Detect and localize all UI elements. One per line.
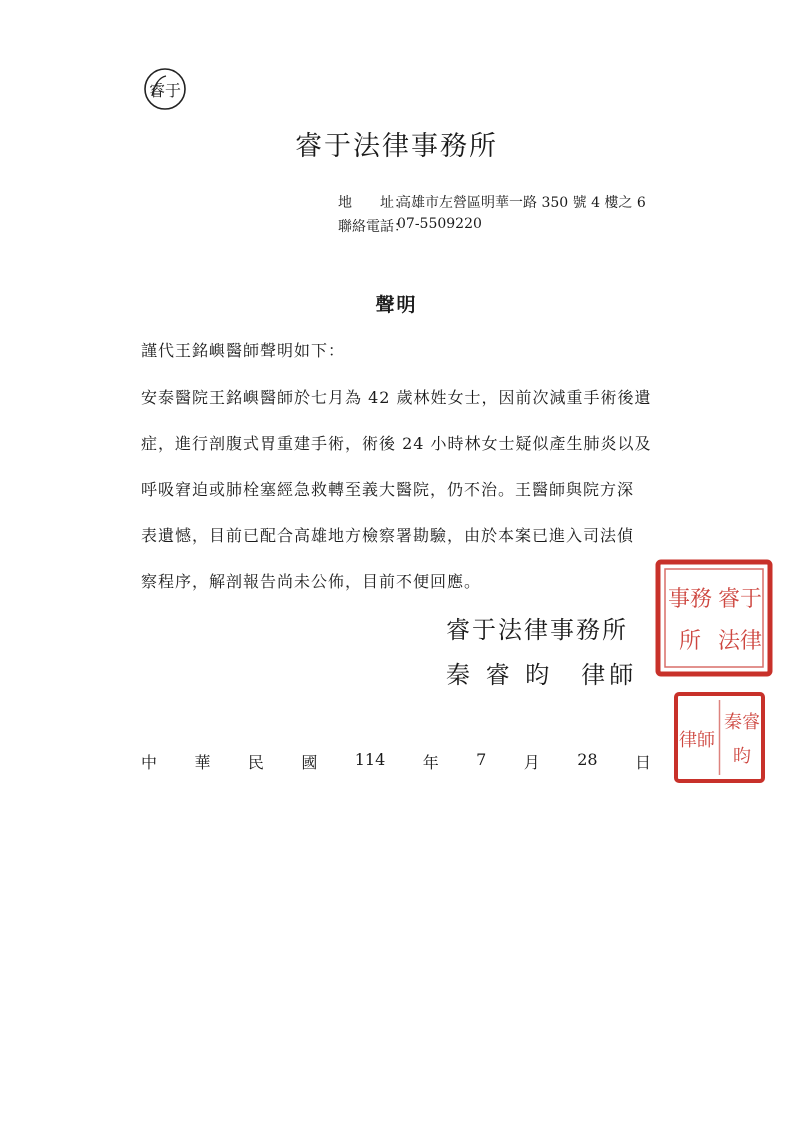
lawyer-seal-stamp (672, 690, 767, 785)
signature-lawyer: 秦 睿 昀 律師 (446, 661, 638, 689)
date-part: 月 (523, 753, 540, 772)
signature-firm: 睿于法律事務所 (446, 616, 628, 644)
date-year: 114 (354, 750, 386, 769)
statement-heading: 聲明 (375, 294, 418, 316)
phone-label: 聯絡電話： (338, 219, 408, 235)
date-part: 國 (301, 753, 318, 772)
date-part: 年 (422, 753, 439, 772)
statement-line: 安泰醫院王銘嶼醫師於七月為 42 歲林姓女士，因前次減重手術後遺 (141, 388, 652, 407)
seal-char: 秦睿 (724, 712, 760, 733)
date-row (141, 750, 651, 773)
firm-name-title: 睿于法律事務所 (295, 131, 498, 162)
statement-intro: 謹代王銘嶼醫師聲明如下： (141, 341, 346, 360)
statement-line: 呼吸窘迫或肺栓塞經急救轉至義大醫院，仍不治。王醫師與院方深 (141, 480, 635, 499)
address-value: 高雄市左營區明華一路 350 號 4 樓之 6 (397, 195, 646, 211)
seal-char: 睿于 (717, 587, 763, 612)
date-part: 華 (194, 753, 211, 772)
statement-line: 表遺憾，目前已配合高雄地方檢察署勘驗，由於本案已進入司法偵 (141, 526, 635, 545)
date-month: 7 (476, 750, 487, 769)
firm-seal-stamp (654, 558, 774, 678)
firm-logo (142, 66, 188, 112)
date-part: 日 (634, 753, 651, 772)
seal-char: 昀 (733, 746, 751, 767)
statement-line: 察程序，解剖報告尚未公佈，目前不便回應。 (141, 572, 482, 591)
seal-char: 所 (678, 629, 702, 654)
statement-line: 症，進行剖腹式胃重建手術，術後 24 小時林女士疑似產生肺炎以及 (141, 434, 652, 453)
date-part: 民 (247, 753, 264, 772)
date-day: 28 (577, 750, 598, 769)
seal-char: 法律 (717, 629, 763, 654)
date-part: 中 (141, 753, 158, 772)
address-label: 地 址： (338, 195, 408, 211)
phone-value: 07-5509220 (397, 216, 482, 232)
seal-char: 律師 (679, 730, 715, 751)
logo-text: 睿于 (148, 81, 182, 100)
seal-char: 事務 (667, 587, 713, 612)
